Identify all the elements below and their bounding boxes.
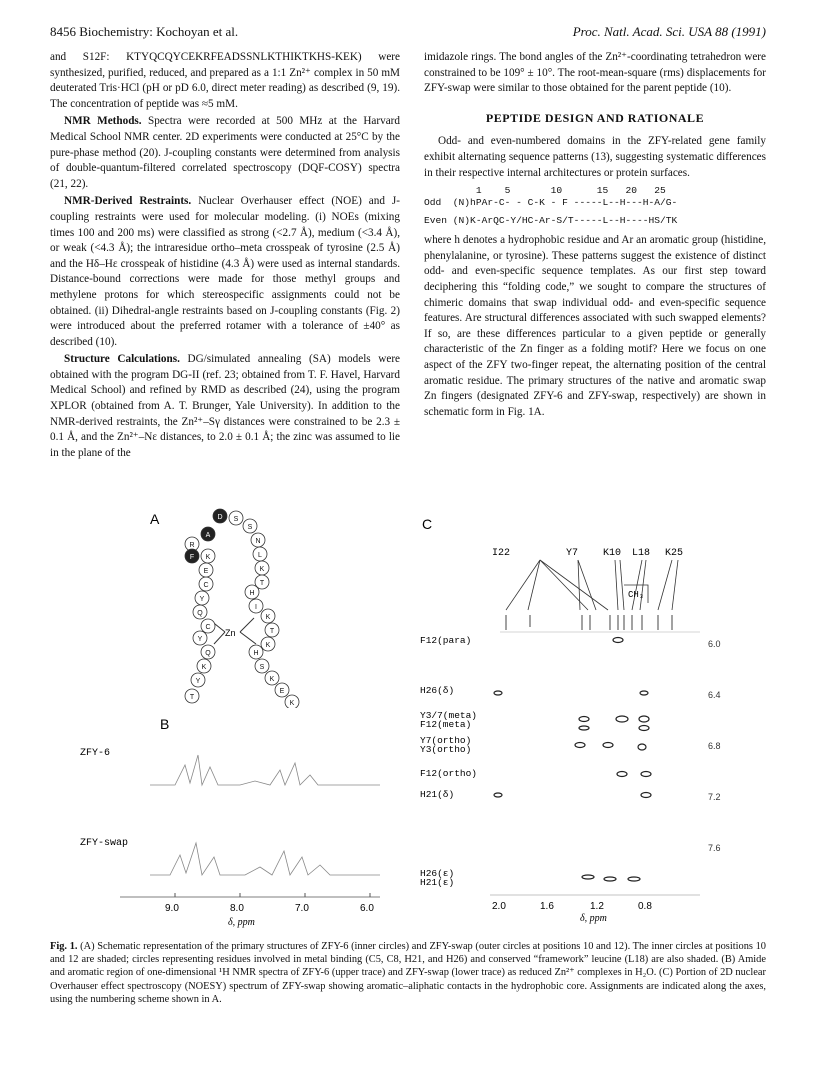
sequence-numbers: 1 5 10 15 20 25: [424, 185, 666, 197]
bottom-tick-16: 1.6: [540, 901, 554, 912]
top-label-k25: K25: [665, 548, 684, 559]
tick-label-7: 7.0: [295, 903, 309, 914]
top-label-i22: I22: [492, 548, 511, 559]
residue-letter: K: [269, 676, 275, 683]
residue-letter: S: [247, 524, 253, 531]
panel-a-label: A: [150, 511, 160, 527]
bottom-tick-20: 2.0: [492, 901, 506, 912]
noesy-spectrum: [410, 515, 770, 935]
running-header-right: Proc. Natl. Acad. Sci. USA 88 (1991): [572, 24, 766, 39]
row-label-y7-ortho: Y7(ortho): [420, 735, 472, 746]
residue-letter: E: [279, 688, 285, 695]
zn-bond-h21: [240, 618, 254, 632]
paragraph-peptides: and S12F: KTYQCQYCEKRFEADSSNLKTHIKTKHS-KEK) were synthesized, purified, reduced, and prepared as a 1:1 Zn²⁺ complex in 50 mM deuterated Tris·HCl (pH or pD 6.0, direct meter reading) as described (9, 19). The concentration of peptide was ≈5 mM.: [50, 51, 400, 110]
row-label-f12-meta: F12(meta): [420, 719, 472, 730]
running-header-left: 8456 Biochemistry: Kochoyan et al.: [50, 24, 239, 39]
residue-letter: K: [201, 664, 207, 671]
zn-bond-c8: [214, 632, 225, 644]
sequence-odd: Odd (N)hPAr-C- - C-K - F -----L--H---H-A/G-: [424, 197, 678, 209]
paragraph-restraints: NMR-Derived Restraints. Nuclear Overhauser effect (NOE) and J-coupling restraints were used for molecular modeling. (i) NOEs (mixing times 100 and 200 ms) were classified as strong (<2.7 Å), medium (<3.4 Å), or weak (<4.3 Å); the intraresidue ortho–meta crosspeak of tyrosine (2.5 Å) and the Hδ–Hε crosspeak of histidine (4.3 Å) were used as internal standards. Distance-bound corrections were made for those methyl groups and methylene protons for which stereospecific assignments could not be obtained. (ii) Dihedral-angle restraints based on J-coupling constants (Fig. 2) were introduced about the preferred rotamer with a tolerance of ±40° as described (10).: [50, 195, 400, 348]
spectrum-trace-zfy6: [150, 755, 380, 785]
spectrum-trace-zfy-swap: [150, 843, 380, 875]
figure-panel-c: [410, 515, 770, 935]
top-label-l18: L18: [632, 548, 651, 559]
zn-bond-h26: [240, 632, 256, 644]
assignment-lines: [506, 560, 678, 610]
row-label-y3-ortho: Y3(ortho): [420, 744, 472, 755]
row-label-f12-para: F12(para): [420, 635, 472, 646]
top-label-k10: K10: [603, 548, 622, 559]
right-tick-64: 6.4: [708, 690, 721, 700]
bottom-tick-08: 0.8: [638, 901, 652, 912]
row-label-y37-meta: Y3/7(meta): [420, 710, 478, 721]
residue-letter: N: [255, 538, 261, 545]
residue-letter: I: [255, 604, 257, 611]
residue-letter: S: [259, 664, 265, 671]
residue-letter: C: [205, 624, 211, 631]
noe-crosspeaks: [494, 638, 651, 882]
paragraph-structure-calc: Structure Calculations. DG/simulated annealing (SA) models were obtained with the program DG-II (ref. 23; obtained from T. F. Havel, Harvard Medical School) and refined by RMD as described (24), using the program XPLOR (obtained from A. T. Brunger, Yale University). In addition to the NMR-derived restraints, the Zn²⁺–Sγ distances were constrained to be 2.3 ± 0.1 Å, and the Zn²⁺–Nε distances, to 2.0 ± 0.1 Å; the zinc was assumed to lie in the plane of the: [50, 353, 401, 459]
bottom-tick-12: 1.2: [590, 901, 604, 912]
ch3-label: CH₃: [628, 590, 645, 600]
projection-ticks: [506, 615, 672, 630]
residue-letter: H: [253, 650, 259, 657]
panel-c-label: C: [422, 516, 433, 532]
residue-letter: T: [269, 628, 275, 635]
paragraph-rationale: where h denotes a hydrophobic residue and Ar an aromatic group (histidine, phenylalanine, or tyrosine). These patterns suggest the existence of distinct odd- and even-specific sequence templates. As our first step toward deciphering this “folding code,” we sought to compare the structures of chimeric domains that swap individual odd- and even-specific sequence features. Are structural differences associated with such swapped elements? If so, are these differences particular to a given peptide or generally characteristic of the Zn finger as a folding motif? Here we focus on one aspect of the ZFY two-finger repeat, the alternating position of the central aromatic residue. The primary structures of the native and aromatic swap Zn fingers (designated ZFY-6 and ZFY-swap, respectively) are shown in schematic form in Fig. 1A.: [424, 234, 766, 418]
sequence-even: Even (N)K-ArQC-Y/HC-Ar-S/T-----L--H----HS/TK: [424, 215, 678, 227]
residue-letter: S: [233, 516, 239, 523]
trace-label-zfy6: ZFY-6: [80, 748, 111, 759]
residue-letter: K: [205, 554, 211, 561]
residue-letter: K: [289, 700, 295, 707]
structure-calc-heading: Structure Calculations.: [64, 353, 180, 366]
residue-letter: T: [259, 580, 265, 587]
residue-letter: K: [265, 614, 271, 621]
caption-text: (A) Schematic representation of the primary structures of ZFY-6 (inner circles) and ZFY-swap (outer circles at positions 10 and 12). The inner circles at positions 10 and 12 are shaded; circles representing residues involved in metal binding (C5, C8, H21, and H26) and conserved “framework” leucine (L18) are also shaded. (B) Amide and aromatic region of one-dimensional ¹H NMR spectra of ZFY-6 (upper trace) and ZFY-swap (lower trace) as reduced Zn²⁺ complexes in H₂O. (C) Portion of 2D nuclear Overhauser effect spectroscopy (NOESY) spectrum of ZFY-swap showing aromatic–aliphatic contacts in the hydrophobic core. Assignments are indicated along the axes, using the numbering scheme shown in A.: [50, 941, 766, 1005]
right-column: [424, 50, 766, 422]
residue-letter: Q: [205, 650, 211, 657]
top-label-y7: Y7: [566, 548, 579, 559]
paragraph-nmr-methods: NMR Methods. Spectra were recorded at 500 MHz at the Harvard Medical School NMR center. 2D experiments were conducted at 25°C by the pure-phase method (20). J-coupling constants were determined from analysis of double-quantum-filtered correlated spectroscopy (DQF-COSY) spectra (21, 22).: [50, 115, 400, 190]
residue-letter: L: [258, 552, 262, 559]
paragraph-design: Odd- and even-numbered domains in the ZFY-related gene family exhibit alternating sequence patterns (13), suggesting systematic differences in their respective internal architectures or protein surfaces.: [424, 135, 766, 179]
sequence-template-block: [424, 185, 766, 227]
right-axis-ticks: [708, 639, 721, 853]
zinc-finger-schematic: [130, 508, 330, 708]
restraints-heading: NMR-Derived Restraints.: [64, 195, 192, 208]
right-tick-60: 6.0: [708, 639, 721, 649]
figure-panel-b: [80, 715, 410, 930]
residue-letter: F: [189, 554, 195, 561]
row-label-h21-delta: H21(δ): [420, 789, 455, 800]
bottom-axis-ticks: [492, 901, 652, 912]
residue-letter: K: [265, 642, 271, 649]
residue-letter: D: [217, 514, 223, 521]
residue-letter: K: [259, 566, 265, 573]
residue-letter: Y: [195, 678, 201, 685]
row-labels: [420, 635, 477, 888]
axis-label-ppm-c: δ, ppm: [580, 913, 607, 924]
right-tick-68: 6.8: [708, 741, 721, 751]
zn-label: Zn: [225, 628, 236, 638]
tick-label-9: 9.0: [165, 903, 179, 914]
residue-letter: E: [203, 568, 209, 575]
figure-panel-a: [130, 508, 330, 708]
nmr-1d-spectra: [80, 715, 410, 930]
residue-letter: Y: [197, 636, 203, 643]
section-title: PEPTIDE DESIGN AND RATIONALE: [485, 110, 705, 125]
trace-label-zfy-swap: ZFY-swap: [80, 838, 129, 849]
residue-letter: R: [189, 542, 195, 549]
row-label-h21-eps: H21(ε): [420, 877, 455, 888]
right-tick-76: 7.6: [708, 843, 721, 853]
residue-letter: T: [189, 694, 195, 701]
tick-label-6: 6.0: [360, 903, 374, 914]
row-label-h26-delta: H26(δ): [420, 685, 455, 696]
axis-label-ppm: δ, ppm: [228, 917, 255, 928]
residue-letter: Y: [199, 596, 205, 603]
paragraph-imidazole: imidazole rings. The bond angles of the Zn²⁺-coordinating tetrahedron were constrained to be 109° ± 10°. The root-mean-square (rms) displacements for ZFY-swap were similar to those obtained for the parent peptide (10).: [424, 51, 766, 95]
residue-circles: [185, 509, 299, 708]
residue-letter: A: [205, 532, 211, 539]
nmr-methods-heading: NMR Methods.: [64, 115, 142, 128]
residue-letter: H: [249, 590, 255, 597]
residue-letter: Q: [197, 610, 203, 617]
row-label-h26-eps: H26(ε): [420, 868, 455, 879]
row-label-f12-ortho: F12(ortho): [420, 768, 478, 779]
residue-letter: C: [203, 582, 209, 589]
caption-lead: Fig. 1.: [50, 941, 78, 952]
left-column: [50, 50, 400, 463]
tick-label-8: 8.0: [230, 903, 244, 914]
figure-caption: [50, 940, 766, 1006]
right-tick-72: 7.2: [708, 792, 721, 802]
panel-b-label: B: [160, 716, 170, 732]
